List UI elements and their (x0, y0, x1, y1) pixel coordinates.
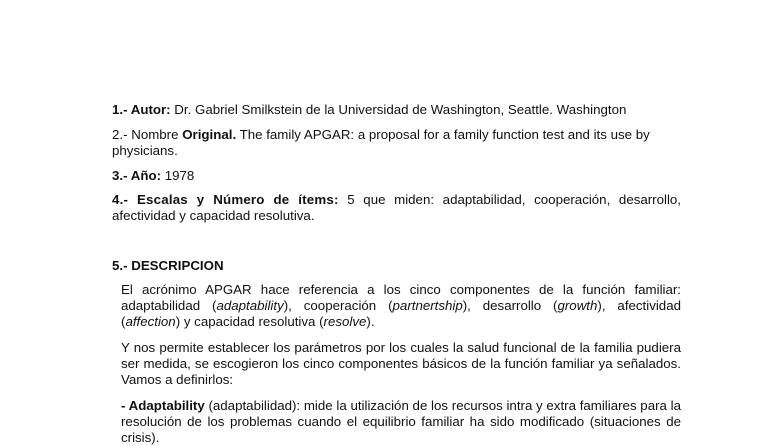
scales-label: 4.- Escalas y Número de ítems: (112, 192, 339, 207)
author-label: 1.- Autor: (112, 102, 171, 117)
original-name-line (112, 127, 681, 159)
para1-italic-4: affection (125, 314, 176, 329)
description-paragraph-3 (121, 398, 681, 446)
original-prefix: 2.- Nombre (112, 127, 183, 142)
year-text: 1978 (161, 168, 195, 183)
para1-italic-2: partnertship (392, 298, 463, 313)
description-paragraph-2: Y nos permite establecer los parámetros por los cuales la salud funcional de la familia pudiera ser medida, se escogieron los cinco componentes básicos de la función familiar ya señalados. Vamos a definirlos: (121, 340, 681, 387)
author-text: Dr. Gabriel Smilkstein de la Universidad de Washington, Seattle. Washington (170, 102, 627, 117)
year-line (112, 168, 681, 184)
adaptability-text: (adaptabilidad): mide la utilización de los recursos intra y extra familiares para la resolución de los problemas cuando el equilibrio familiar ha sido modificado (situaciones de crisis). (121, 398, 681, 445)
scales-line (112, 192, 681, 224)
para1-text-4: ), afectividad ( (121, 298, 681, 329)
section-heading-text: 5.- DESCRIPCION (112, 258, 224, 273)
para1-text-5: ) y capacidad resolutiva ( (175, 314, 324, 329)
para1-italic-1: adaptability (216, 298, 284, 313)
para1-text-1: El acrónimo APGAR hace referencia a los cinco componentes de la función familiar: adaptabilidad ( (121, 282, 681, 313)
original-text: The family APGAR: a proposal for a family function test and its use by physicians. (112, 127, 650, 158)
para1-text-2: ), cooperación ( (283, 298, 393, 313)
para1-text-6: ). (366, 314, 375, 329)
scales-text: 5 que miden: adaptabilidad, cooperación, desarrollo, afectividad y capacidad resolutiva. (112, 192, 682, 223)
author-line (112, 102, 681, 118)
description-paragraph-1 (121, 282, 681, 330)
para1-italic-5: resolve (323, 314, 367, 329)
year-label: 3.- Año: (112, 168, 161, 183)
adaptability-label: - Adaptability (121, 398, 205, 413)
section-heading (112, 258, 681, 274)
para1-text-3: ), desarrollo ( (462, 298, 558, 313)
original-label: Original. (182, 127, 237, 142)
para1-italic-3: growth (557, 298, 598, 313)
